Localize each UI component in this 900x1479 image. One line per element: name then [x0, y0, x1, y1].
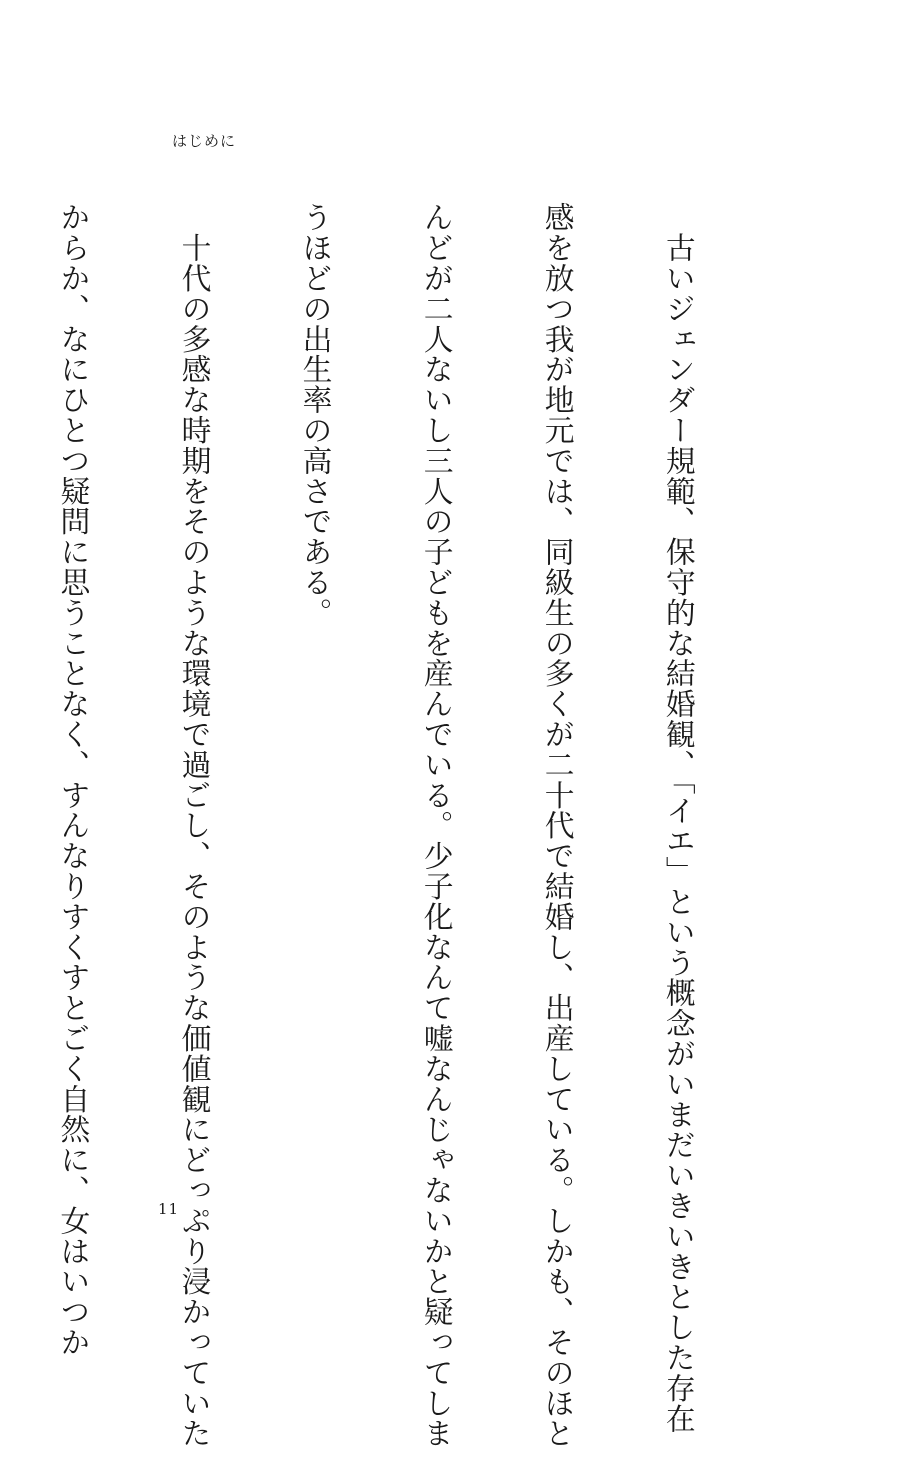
text-line: んどが二人ないし三人の子どもを産んでいる。少子化なんて嘘なんじゃないかと疑ってしま — [418, 202, 454, 1449]
text-line: うほどの出生率の高さである。 — [297, 202, 333, 628]
text-line: からか、なにひとつ疑問に思うことなく、すんなりすくすとごく自然に、女はいつか — [54, 202, 90, 1358]
text-line: 十代の多感な時期をそのような環境で過ごし、そのような価値観にどっぷり浸かっていた — [175, 202, 211, 1449]
text-line: 感を放つ我が地元では、同級生の多くが二十代で結婚し、出産している。しかも、そのほと — [539, 202, 575, 1449]
page-number: 11 — [158, 1200, 180, 1218]
text-line: 古いジェンダー規範、保守的な結婚観、「イエ」という概念がいまだいきいきとした存在 — [660, 202, 696, 1434]
running-head: はじめに — [172, 132, 237, 150]
